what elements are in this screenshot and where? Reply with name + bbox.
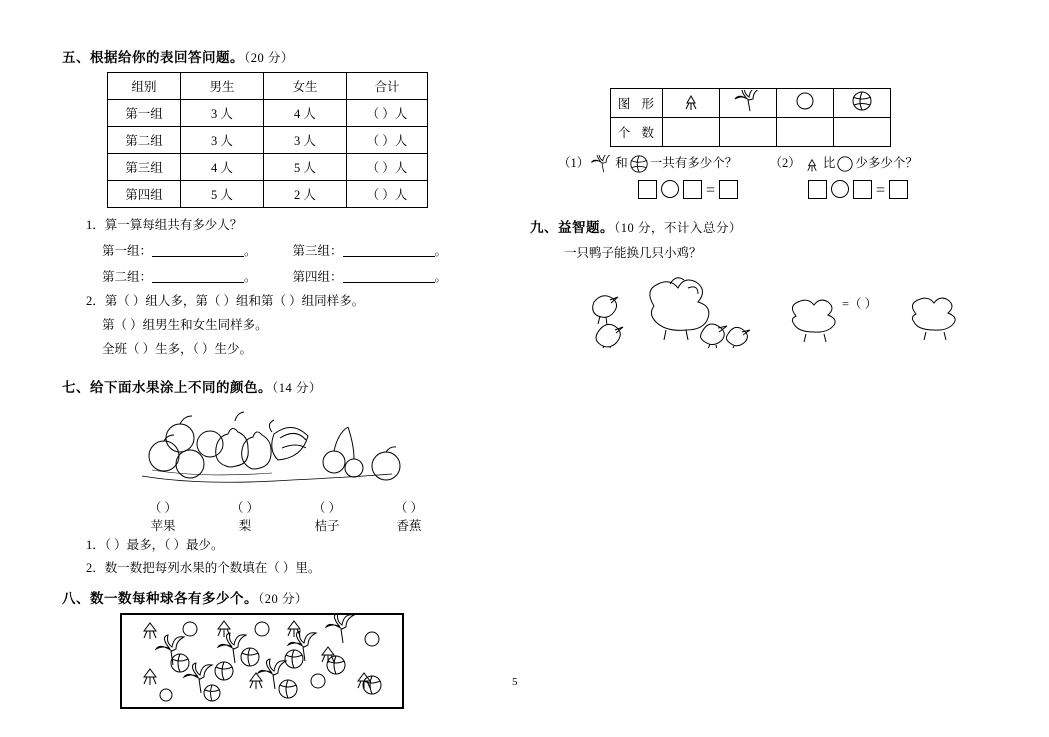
cell-total-blank[interactable]: （ ）人 — [347, 100, 428, 127]
label-group-4: 第四组： — [292, 270, 343, 284]
shape-cell-shuttlecock — [663, 89, 720, 118]
ball-counting-box — [120, 613, 404, 709]
fruit-name-pear: 梨 — [238, 518, 252, 533]
equation-2 — [808, 180, 908, 200]
fruit-count-apple[interactable]: （ ） — [148, 500, 178, 515]
th-boys: 男生 — [181, 73, 264, 100]
equation-1-box-result[interactable] — [719, 180, 738, 199]
fruit-count-row — [122, 498, 452, 516]
cell-girls: 5 人 — [264, 154, 347, 181]
count-cell-volleyball[interactable] — [834, 118, 891, 147]
section-5-title: 五、根据给你的表回答问题。 — [62, 50, 244, 65]
th-girls: 女生 — [264, 73, 347, 100]
shape-cell-volleyball — [834, 89, 891, 118]
fruit-count-pear[interactable]: （ ） — [230, 500, 260, 515]
cell-boys: 4 人 — [181, 154, 264, 181]
table-row — [108, 181, 428, 208]
shape-cell-circle — [777, 89, 834, 118]
label-group-3: 第三组： — [292, 243, 343, 258]
badminton-shuttlecock-icon — [801, 155, 823, 173]
section-9-heading — [530, 216, 990, 236]
th-total: 合计 — [347, 73, 428, 100]
section-7-q1: 1．（ ）最多，（ ）最少。 — [86, 537, 224, 552]
page-number: 5 — [512, 676, 518, 688]
section-5-q2b: 第（ ）组男生和女生同样多。 — [102, 318, 268, 332]
fruit-pile-illustration — [122, 404, 422, 494]
answer-row-2: 第二组： 。 第四组： 。 — [102, 264, 492, 290]
shape-row — [611, 89, 891, 118]
equation-1-box-a[interactable] — [638, 180, 657, 199]
section-9-question: 一只鸭子能换几只小鸡？ — [564, 246, 702, 261]
section-7-title: 七、给下面水果涂上不同的颜色。 — [62, 379, 272, 395]
section-7-points: （14 分） — [272, 380, 322, 395]
duck-chick-answer-expression[interactable]: =（ ） — [842, 296, 878, 311]
volleyball-icon — [850, 90, 874, 112]
shape-row-label: 图 形 — [611, 89, 663, 118]
section-7-q2: 2．数一数把每列水果的个数填在（ ）里。 — [86, 561, 321, 576]
section-9-title: 九、益智题。 — [530, 220, 614, 236]
right-column — [530, 46, 990, 348]
cell-group: 第二组 — [108, 127, 181, 154]
answer-blank-group-2[interactable] — [152, 269, 244, 283]
section-5-q2c: 全班（ ）生多，（ ）生少。 — [102, 341, 253, 356]
cell-girls: 2 人 — [264, 181, 347, 208]
ball-outline-icon — [794, 91, 816, 111]
fruit-name-apple: 苹果 — [150, 518, 176, 533]
palm-tree-icon — [733, 90, 763, 112]
answer-blank-group-4[interactable] — [343, 269, 435, 283]
section-5-points: （20 分） — [244, 51, 294, 65]
duck-chick-illustration — [570, 272, 970, 348]
equation-2-equals: = — [876, 182, 886, 200]
label-group-2: 第二组： — [102, 270, 153, 284]
count-cell-palm[interactable] — [720, 118, 777, 147]
question-2-suffix: 少多少个？ — [855, 156, 918, 170]
answer-blank-group-1[interactable] — [152, 243, 244, 257]
fruit-count-orange[interactable]: （ ） — [312, 500, 342, 515]
ball-scatter-illustration — [122, 615, 398, 703]
question-2-prefix: （2） — [769, 156, 801, 170]
equation-1-operator-circle[interactable] — [661, 180, 679, 198]
shape-cell-palm — [720, 89, 777, 118]
cell-total-blank[interactable]: （ ）人 — [347, 127, 428, 154]
table-row — [108, 154, 428, 181]
fruit-drawing — [122, 404, 422, 494]
section-8-points: （20 分） — [258, 592, 308, 606]
fruit-count-banana[interactable]: （ ） — [394, 500, 424, 515]
section-5-heading — [62, 46, 492, 66]
cell-boys: 3 人 — [181, 100, 264, 127]
answer-row-1: 第一组： 。 第三组： 。 — [102, 238, 492, 264]
fruit-name-orange: 桔子 — [314, 518, 340, 533]
count-row-label: 个 数 — [611, 118, 663, 147]
equation-2-box-result[interactable] — [889, 180, 908, 199]
shape-count-table — [610, 88, 891, 147]
palm-tree-icon — [589, 155, 615, 173]
count-row — [611, 118, 891, 147]
equation-1-equals: = — [706, 182, 716, 200]
question-1-prefix: （1） — [558, 156, 590, 170]
cell-girls: 4 人 — [264, 100, 347, 127]
equation-2-box-a[interactable] — [808, 180, 827, 199]
cell-boys: 3 人 — [181, 127, 264, 154]
volleyball-icon — [628, 154, 650, 174]
equation-2-box-b[interactable] — [853, 180, 872, 199]
left-column — [62, 46, 492, 709]
table-row — [108, 127, 428, 154]
section-8-heading — [62, 587, 492, 607]
count-cell-shuttlecock[interactable] — [663, 118, 720, 147]
fruit-name-banana: 香蕉 — [396, 518, 422, 533]
section-7-heading — [62, 376, 492, 396]
section-9-points: （10 分，不计入总分） — [614, 221, 742, 236]
count-cell-circle[interactable] — [777, 118, 834, 147]
ball-outline-icon — [835, 155, 855, 173]
badminton-shuttlecock-icon — [678, 91, 704, 111]
cell-total-blank[interactable]: （ ）人 — [347, 154, 428, 181]
duck-chick-drawing — [570, 272, 970, 348]
cell-girls: 3 人 — [264, 127, 347, 154]
equation-1-box-b[interactable] — [683, 180, 702, 199]
table-header-row — [108, 73, 428, 100]
shape-questions-row — [558, 153, 990, 174]
question-2-mid: 比 — [822, 156, 836, 170]
cell-group: 第三组 — [108, 154, 181, 181]
cell-boys: 5 人 — [181, 181, 264, 208]
section-8-title: 八、数一数每种球各有多少个。 — [62, 591, 258, 606]
equation-2-operator-circle[interactable] — [831, 180, 849, 198]
cell-group: 第一组 — [108, 100, 181, 127]
equation-1 — [638, 180, 738, 200]
question-1-mid: 和 — [615, 156, 628, 170]
cell-total-blank[interactable]: （ ）人 — [347, 181, 428, 208]
answer-blank-group-3[interactable] — [343, 243, 435, 257]
fruit-count-labels — [122, 498, 452, 534]
equation-row — [638, 180, 990, 200]
label-group-1: 第一组： — [102, 243, 153, 258]
section-5-q2: 2．第（ ）组人多，第（ ）组和第（ ）组同样多。 — [86, 294, 365, 309]
th-group: 组别 — [108, 73, 181, 100]
fruit-name-row — [122, 516, 452, 534]
groups-table — [107, 72, 428, 208]
section-5-q1: 1．算一算每组共有多少人？ — [86, 218, 243, 232]
question-1-suffix: 一共有多少个？ — [649, 156, 738, 170]
cell-group: 第四组 — [108, 181, 181, 208]
table-row — [108, 100, 428, 127]
